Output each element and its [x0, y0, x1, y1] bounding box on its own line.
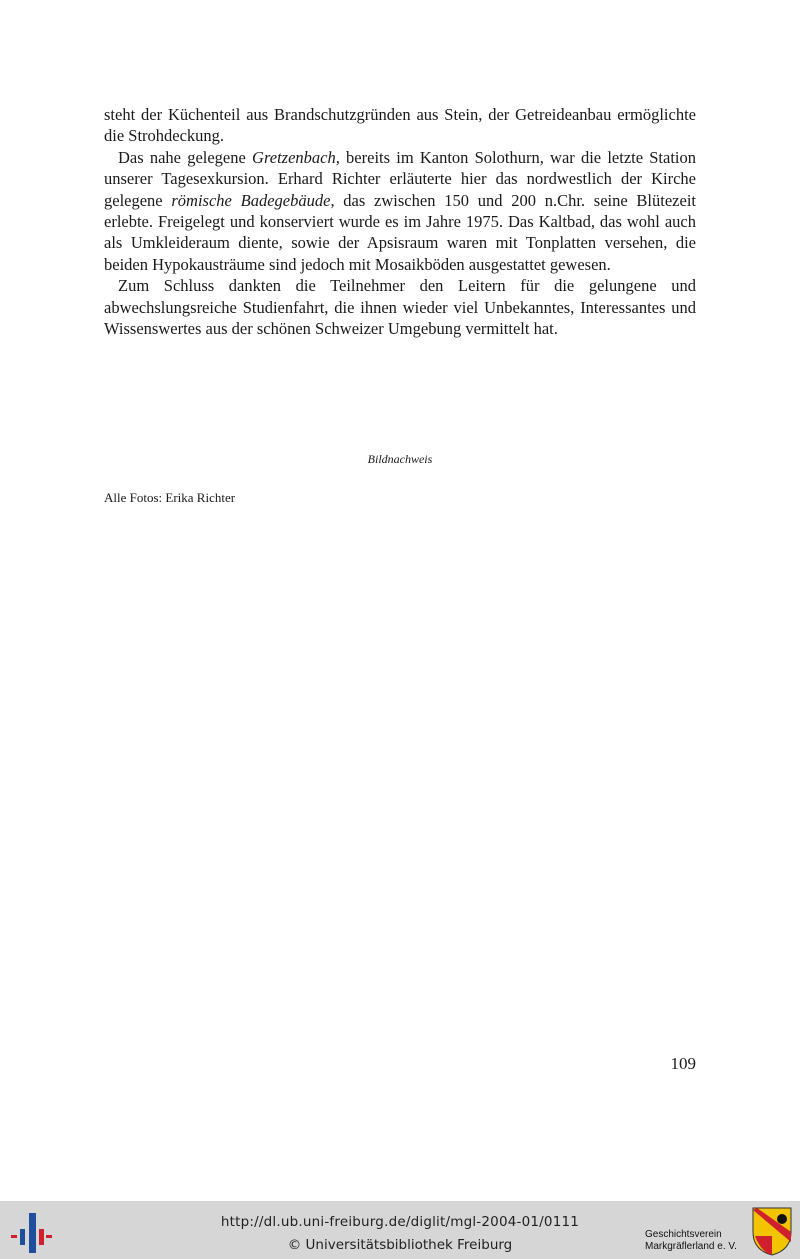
society-name: [645, 1229, 737, 1253]
photo-credit: Alle Fotos: Erika Richter: [104, 490, 236, 505]
paragraph-3: Zum Schluss dankten die Teilnehmer den Leitern für die gelungene und abwechslungsreiche Studienfahrt, die ihnen wieder viel Unbekanntes, Interessantes und Wissenswertes aus der schönen Schweizer Umgebung vermittelt hat.: [104, 276, 696, 339]
footer-bar: [0, 1201, 800, 1259]
paragraph-2: [104, 147, 696, 275]
paragraph-2-text-a: Das nahe gelegene: [118, 147, 253, 167]
article-body: [104, 104, 696, 339]
coat-of-arms-icon: [751, 1206, 793, 1256]
society-name-line-1: Geschichtsverein: [645, 1229, 722, 1240]
page-number: 109: [670, 1054, 696, 1073]
place-name-gretzenbach: Gretzenbach,: [252, 147, 340, 167]
image-credits-heading: Bildnachweis: [367, 452, 433, 466]
society-name-line-2: Markgräflerland e. V.: [645, 1241, 737, 1252]
paragraph-2-text-c: bereits im Kanton Solothurn, war die letzte Station unserer Tagesexkursion. Erhard Richter erläuterte hier das nordwestlich der Kirche gelegene: [104, 147, 696, 210]
paragraph-1: steht der Küchenteil aus Brandschutzgründen aus Stein, der Getreideanbau ermöglichte die Strohdeckung.: [104, 105, 696, 146]
document-url-link[interactable]: http://dl.ub.uni-freiburg.de/diglit/mgl-2004-01/0111: [220, 1214, 580, 1230]
paragraph-2-text-e: , das zwischen 150 und 200 n.Chr. seine Blütezeit erlebte. Freigelegt und konserviert wurde es im Jahre 1975. Das Kaltbad, das wohl auch als Umkleideraum diente, sowie der Apsisraum waren mit Tonplatten versehen, die beiden Hypokausträume sind jedoch mit Mosaikböden ausgestattet gewesen.: [104, 190, 696, 274]
term-roman-bath: römische Badegebäude: [171, 190, 331, 210]
copyright-notice: © Universitätsbibliothek Freiburg: [287, 1237, 513, 1253]
